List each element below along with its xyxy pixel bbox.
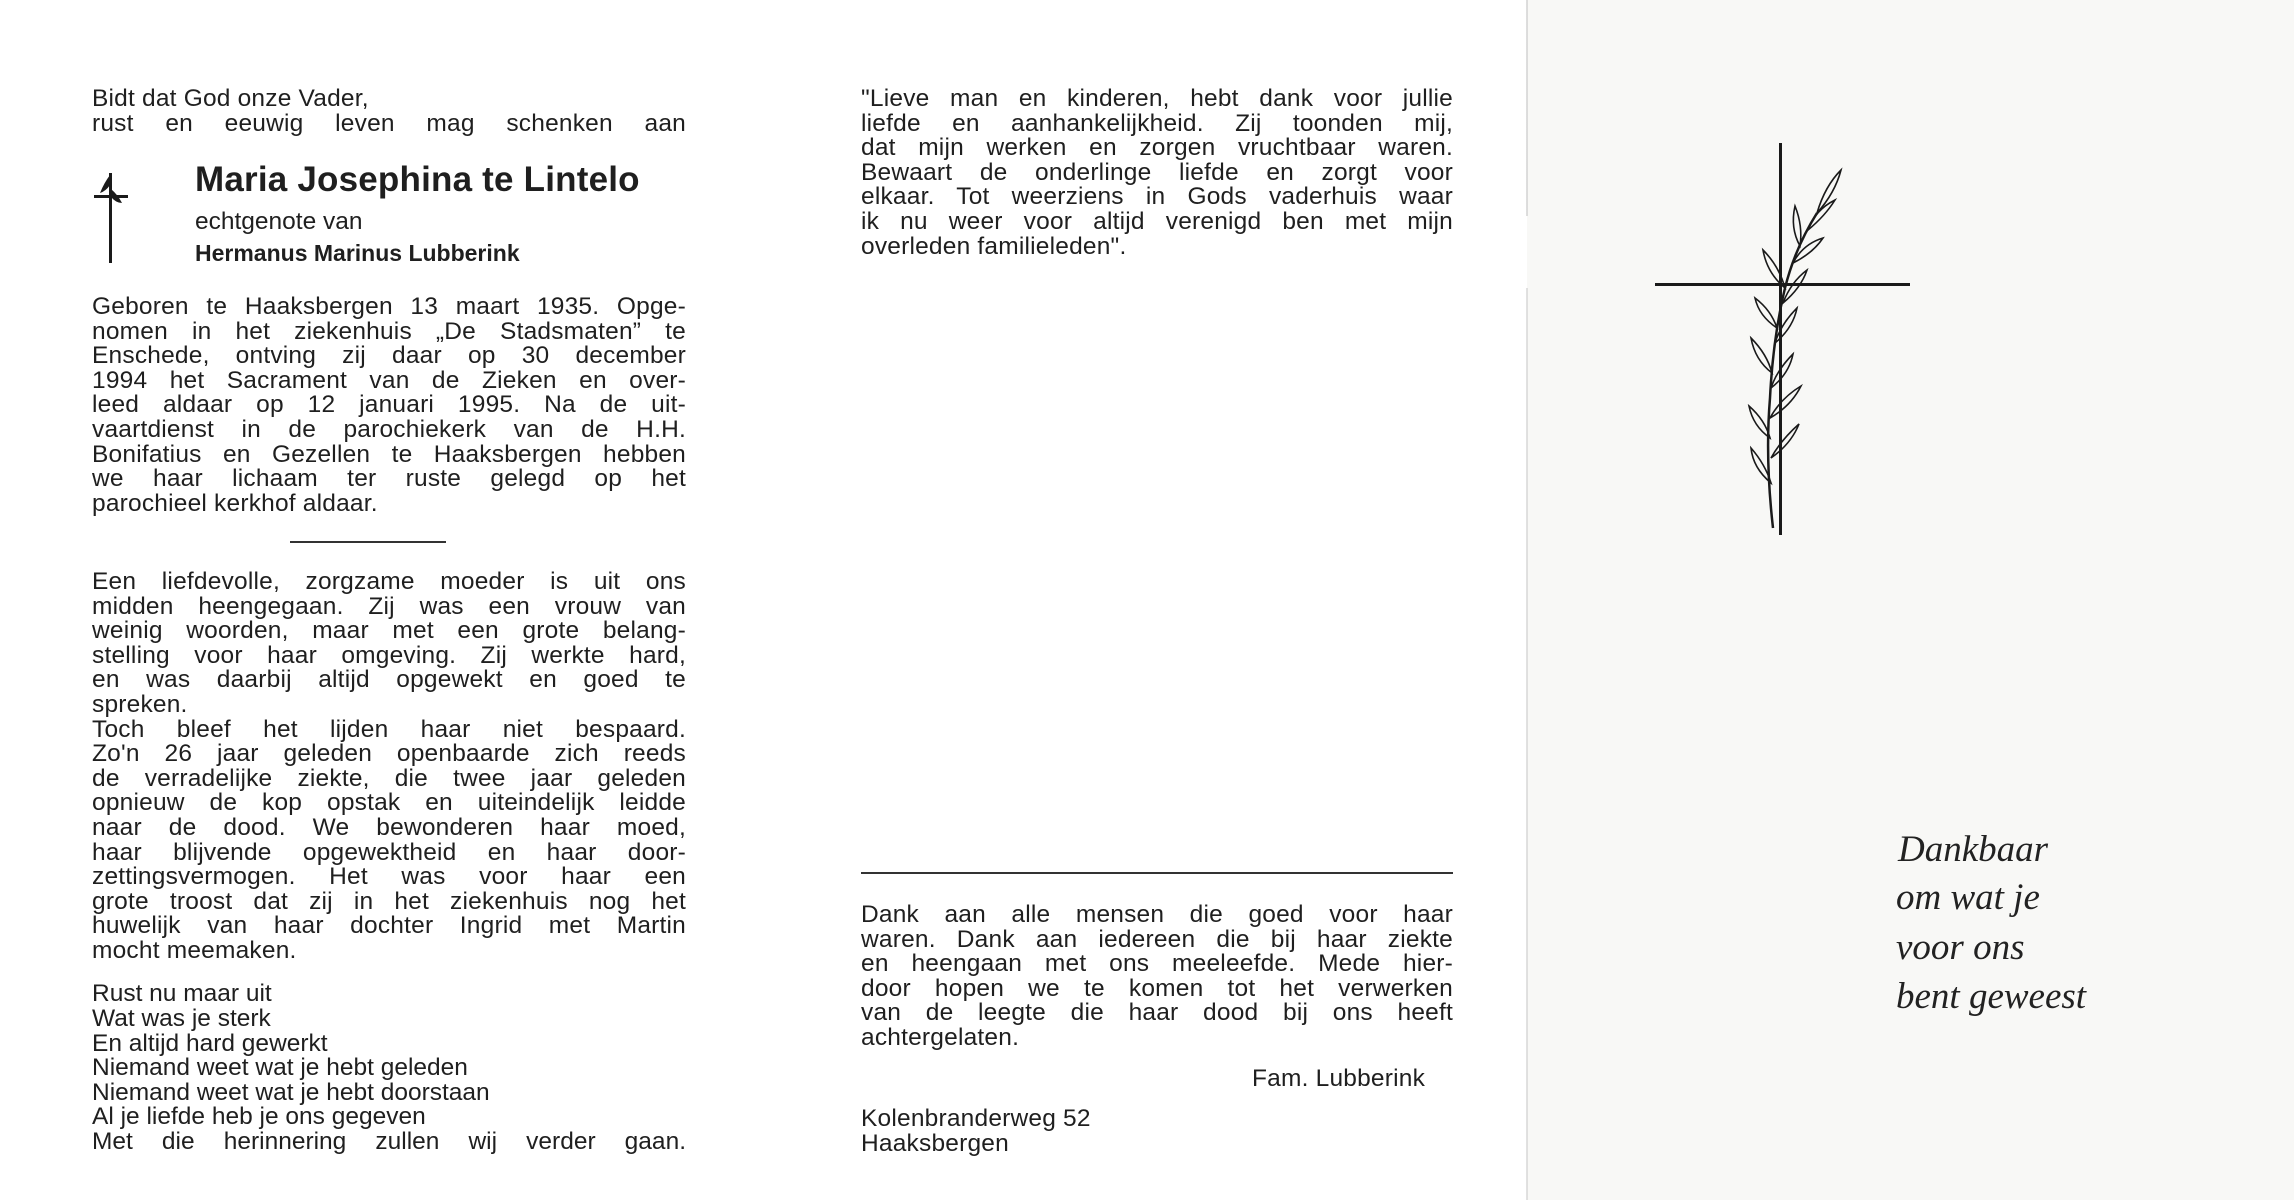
poem-line: Al je liefde heb je ons gegeven — [92, 1103, 426, 1130]
fold-line — [1526, 0, 1528, 1200]
poem-line: En altijd hard gewerkt — [92, 1030, 328, 1057]
tribute-line: en was daarbij altijd opgewekt en goed te — [92, 666, 686, 694]
tribute-line: naar de dood. We bewonderen haar moed, — [92, 813, 686, 841]
tribute-line: haar blijvende opgewektheid en haar door- — [92, 838, 686, 866]
tribute-line: spreken. — [92, 690, 188, 718]
thanks-line: en heengaan met ons meeleefde. Mede hier- — [861, 950, 1453, 978]
quote-line: liefde en aanhankelijkheid. Zij toonden mij, — [861, 109, 1453, 137]
poem-line: Niemand weet wat je hebt doorstaan — [92, 1079, 490, 1106]
intro-line: Bidt dat God onze Vader, — [92, 85, 369, 112]
biography-line: vaartdienst in de parochiekerk van de H.H. — [92, 415, 686, 443]
tribute-text — [92, 570, 686, 964]
section-divider — [290, 541, 446, 543]
biography-line: Bonifatius en Gezellen te Haaksbergen hebben — [92, 440, 686, 468]
tribute-line: Zo'n 26 jaar geleden openbaarde zich reeds — [92, 740, 686, 768]
tribute-line: mocht meemaken. — [92, 936, 297, 964]
tribute-line: grote troost dat zij in het ziekenhuis nog het — [92, 887, 686, 915]
poem-line: Wat was je sterk — [92, 1005, 271, 1032]
poem-line: Met die herinnering zullen wij verder gaan. — [92, 1128, 686, 1155]
thanks-line: door hopen we te komen tot het verwerken — [861, 974, 1453, 1002]
tribute-line: zettingsvermogen. Het was voor haar een — [92, 863, 686, 891]
closing-line: Dankbaar — [1898, 829, 2049, 870]
cross-icon — [90, 165, 132, 265]
address-city: Haaksbergen — [861, 1129, 1009, 1157]
family-signature: Fam. Lubberink — [1252, 1065, 1426, 1092]
thanks-line: achtergelaten. — [861, 1023, 1020, 1051]
intro-line: rust en eeuwig leven mag schenken aan — [92, 109, 686, 137]
address — [861, 1107, 1091, 1156]
thanks-text — [861, 903, 1453, 1051]
biography-line: 1994 het Sacrament van de Zieken en over- — [92, 366, 686, 394]
quote-line: overleden familieleden". — [861, 232, 1127, 260]
tribute-line: opnieuw de kop opstak en uiteindelijk leidde — [92, 789, 686, 817]
deceased-name: Maria Josephina te Lintelo — [195, 160, 640, 199]
intro-text — [92, 87, 686, 136]
cross-with-olive-branch-icon — [1645, 138, 1925, 538]
thanks-line: waren. Dank aan iedereen die bij haar ziekte — [861, 925, 1453, 953]
tribute-line: huwelijk van haar dochter Ingrid met Martin — [92, 912, 686, 940]
biography-line: parochieel kerkhof aldaar. — [92, 489, 378, 517]
spouse-label: echtgenote van — [195, 208, 363, 235]
biography-line: leed aldaar op 12 januari 1995. Na de uit- — [92, 391, 686, 419]
biography-line: nomen in het ziekenhuis „De Stadsmaten” te — [92, 317, 686, 345]
quote-line: "Lieve man en kinderen, hebt dank voor jullie — [861, 85, 1453, 112]
address-street: Kolenbranderweg 52 — [861, 1105, 1091, 1132]
closing-line: om wat je — [1896, 877, 2040, 918]
tribute-line: stelling voor haar omgeving. Zij werkte hard, — [92, 641, 686, 669]
spouse-name: Hermanus Marinus Lubberink — [195, 240, 520, 266]
quote-line: dat mijn werken en zorgen vruchtbaar waren. — [861, 134, 1453, 162]
poem-line: Rust nu maar uit — [92, 980, 272, 1007]
tribute-line: Een liefdevolle, zorgzame moeder is uit ons — [92, 568, 686, 595]
biography-line: Geboren te Haaksbergen 13 maart 1935. Opge- — [92, 293, 686, 320]
poem-line: Niemand weet wat je hebt geleden — [92, 1054, 468, 1081]
quote-line: elkaar. Tot weerziens in Gods vaderhuis waar — [861, 183, 1453, 211]
thanks-divider — [861, 872, 1453, 874]
tribute-line: midden heengegaan. Zij was een vrouw van — [92, 592, 686, 620]
tribute-line: Toch bleef het lijden haar niet bespaard. — [92, 715, 686, 743]
thanks-line: Dank aan alle mensen die goed voor haar — [861, 901, 1453, 928]
thanks-line: van de leegte die haar dood bij ons heeft — [861, 999, 1453, 1027]
tribute-line: weinig woorden, maar met een grote belang- — [92, 617, 686, 645]
tribute-line: de verradelijke ziekte, die twee jaar geleden — [92, 764, 686, 792]
biography — [92, 295, 686, 516]
closing-line: voor ons — [1896, 927, 2025, 968]
quote-line: Bewaart de onderlinge liefde en zorgt voor — [861, 158, 1453, 186]
biography-line: we haar lichaam ter ruste gelegd op het — [92, 465, 686, 493]
quote-text — [861, 87, 1453, 259]
closing-line: bent geweest — [1896, 976, 2087, 1017]
biography-line: Enschede, ontving zij daar op 30 december — [92, 342, 686, 370]
quote-line: ik nu weer voor altijd verenigd ben met mijn — [861, 207, 1453, 235]
